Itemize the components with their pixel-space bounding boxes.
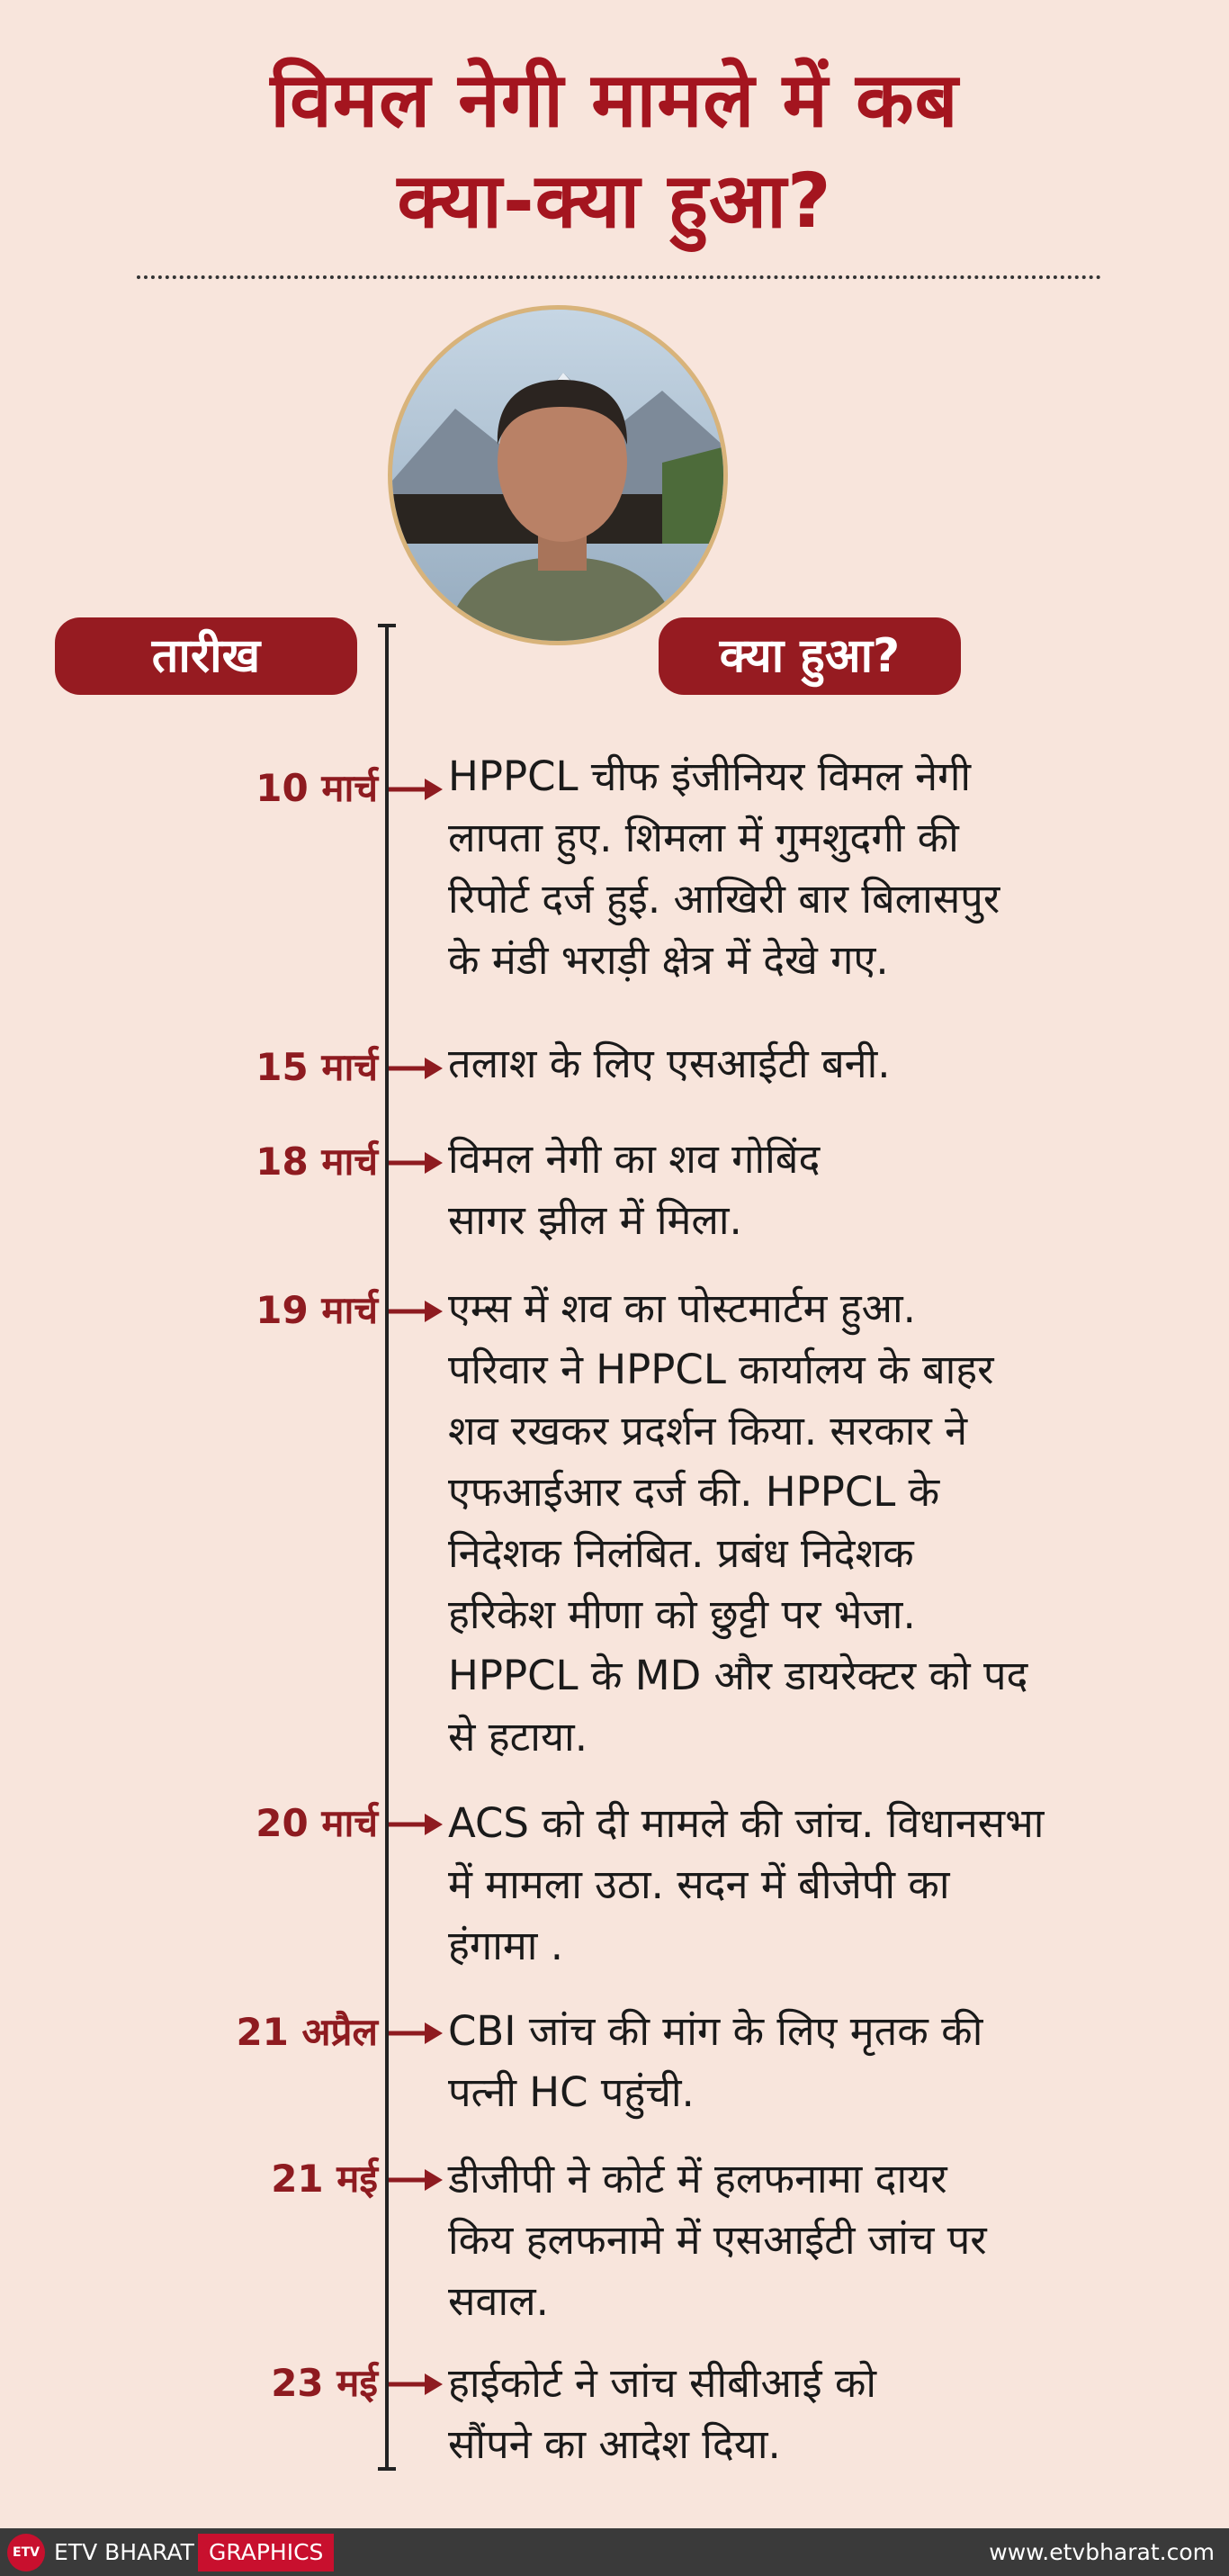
arrow-right-icon [389,2020,444,2047]
page-title [0,50,1229,251]
etv-logo-icon: ETV [7,2534,45,2571]
arrow-right-icon [389,2371,444,2398]
arrow-right-icon [389,1149,444,1176]
event-description: डीजीपी ने कोर्ट में हलफनामा दायर किय हलफनामे में एसआईटी जांच पर सवाल. [448,2155,987,2325]
arrow-right-icon [389,776,444,803]
date-column-header: तारीख [55,617,357,695]
event-description: एम्स में शव का पोस्टमार्टम हुआ. परिवार ने HPPCL कार्यालय के बाहर शव रखकर प्रदर्शन किया. सरकार ने एफआईआर दर्ज की. HPPCL के निदेशक निलंबित. प्रबंध निदेशक हरिकेश मीणा को छुट्टी पर भेजा. HPPCL के MD और डायरेक्टर को पद से हटाया. [448,1284,1028,1761]
timeline-line [385,624,389,2471]
arrow-right-icon [389,1055,444,1082]
event-description: विमल नेगी का शव गोबिंद सागर झील में मिला. [448,1135,821,1244]
graphics-badge: GRAPHICS [198,2534,334,2571]
arrow-right-icon [389,2166,444,2193]
event-description: HPPCL चीफ इंजीनियर विमल नेगी लापता हुए. शिमला में गुमशुदगी की रिपोर्ट दर्ज हुई. आखिरी बार बिलासपुर के मंडी भराड़ी क्षेत्र में देखे गए. [448,752,1000,984]
event-date: 15 मार्च [256,1045,378,1089]
arrow-right-icon [389,1811,444,1838]
portrait-photo [388,305,728,645]
event-column-header: क्या हुआ? [659,617,961,695]
event-date: 19 मार्च [256,1288,378,1332]
footer-website: www.etvbharat.com [989,2539,1215,2565]
footer-bar [0,2528,1229,2576]
event-date: 23 मई [271,2361,378,2405]
title-line-1: विमल नेगी मामले में कब [270,56,959,144]
event-date: 20 मार्च [256,1801,378,1845]
event-date: 21 मई [271,2157,378,2201]
event-description: तलाश के लिए एसआईटी बनी. [448,1040,891,1087]
footer-brand: ETV BHARAT [54,2539,194,2565]
event-description: CBI जांच की मांग के लिए मृतक की पत्नी HC पहुंची. [448,2007,983,2116]
title-divider [137,275,1101,279]
event-date: 18 मार्च [256,1139,378,1184]
timeline-cap-top [378,624,396,627]
event-date: 10 मार्च [256,766,378,810]
timeline-cap-bottom [378,2467,396,2471]
event-description: हाईकोर्ट ने जांच सीबीआई को सौंपने का आदेश दिया. [448,2359,877,2468]
event-date: 21 अप्रैल [236,2010,378,2054]
event-description: ACS को दी मामले की जांच. विधानसभा में मामला उठा. सदन में बीजेपी का हंगामा . [448,1799,1045,1969]
title-line-2: क्या-क्या हुआ? [397,157,832,245]
arrow-right-icon [389,1298,444,1325]
